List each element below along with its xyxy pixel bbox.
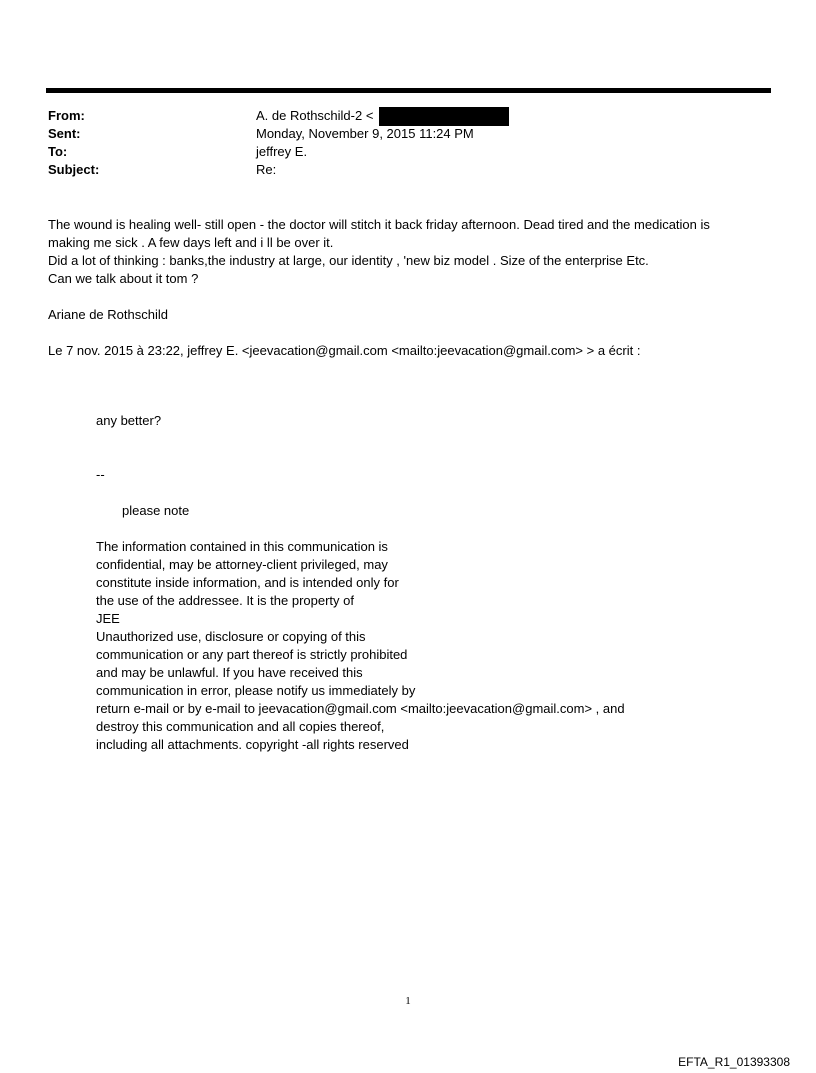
spacer bbox=[96, 484, 736, 502]
signature-separator: -- bbox=[96, 467, 105, 482]
sent-row bbox=[48, 125, 748, 143]
body-line: Can we talk about it tom ? bbox=[48, 271, 199, 286]
disclaimer-line: JEE bbox=[96, 611, 120, 626]
spacer bbox=[48, 288, 768, 306]
sent-label: Sent: bbox=[48, 126, 81, 141]
quoted-text: any better? bbox=[96, 413, 162, 428]
body-line: making me sick . A few days left and i ll be over it. bbox=[48, 235, 334, 250]
spacer bbox=[96, 520, 736, 538]
disclaimer-line: communication or any part thereof is strictly prohibited bbox=[96, 647, 408, 662]
quoted-message bbox=[96, 412, 736, 754]
spacer bbox=[96, 448, 736, 466]
sent-value: Monday, November 9, 2015 11:24 PM bbox=[256, 126, 474, 141]
subject-row bbox=[48, 161, 748, 179]
disclaimer-line: confidential, may be attorney-client privileged, may bbox=[96, 557, 388, 572]
disclaimer-line: including all attachments. copyright -all rights reserved bbox=[96, 737, 409, 752]
disclaimer-line: communication in error, please notify us immediately by bbox=[96, 683, 416, 698]
page-number: 1 bbox=[405, 995, 411, 1007]
disclaimer-line: The information contained in this communication is bbox=[96, 539, 388, 554]
to-label: To: bbox=[48, 144, 68, 159]
email-body bbox=[48, 216, 768, 360]
redaction-box bbox=[379, 107, 509, 126]
signature: Ariane de Rothschild bbox=[48, 307, 168, 322]
spacer bbox=[48, 324, 768, 342]
body-line: The wound is healing well- still open - the doctor will stitch it back friday afternoon. Dead tired and the medication is bbox=[48, 217, 710, 232]
email-header bbox=[48, 107, 748, 179]
header-divider bbox=[46, 88, 771, 93]
disclaimer-line: the use of the addressee. It is the property of bbox=[96, 593, 354, 608]
disclaimer-line: Unauthorized use, disclosure or copying of this bbox=[96, 629, 366, 644]
subject-value: Re: bbox=[256, 162, 277, 177]
to-value: jeffrey E. bbox=[256, 144, 308, 159]
from-value bbox=[256, 107, 509, 125]
to-row bbox=[48, 143, 748, 161]
subject-label: Subject: bbox=[48, 162, 100, 177]
body-line: Did a lot of thinking : banks,the industry at large, our identity , 'new biz model . Size of the enterprise Etc. bbox=[48, 253, 649, 268]
document-id: EFTA_R1_01393308 bbox=[678, 1055, 790, 1069]
sender-name: A. de Rothschild-2 < bbox=[256, 108, 374, 123]
disclaimer-line: and may be unlawful. If you have received this bbox=[96, 665, 363, 680]
from-label: From: bbox=[48, 108, 85, 123]
disclaimer-line: constitute inside information, and is intended only for bbox=[96, 575, 399, 590]
disclaimer-line: destroy this communication and all copies thereof, bbox=[96, 719, 385, 734]
from-row bbox=[48, 107, 748, 125]
disclaimer-line: return e-mail or by e-mail to jeevacation@gmail.com <mailto:jeevacation@gmail.com> , and bbox=[96, 701, 625, 716]
spacer bbox=[96, 430, 736, 448]
please-note: please note bbox=[122, 503, 190, 518]
quote-intro: Le 7 nov. 2015 à 23:22, jeffrey E. <jeevacation@gmail.com <mailto:jeevacation@gmail.com> > a écrit : bbox=[48, 343, 641, 358]
